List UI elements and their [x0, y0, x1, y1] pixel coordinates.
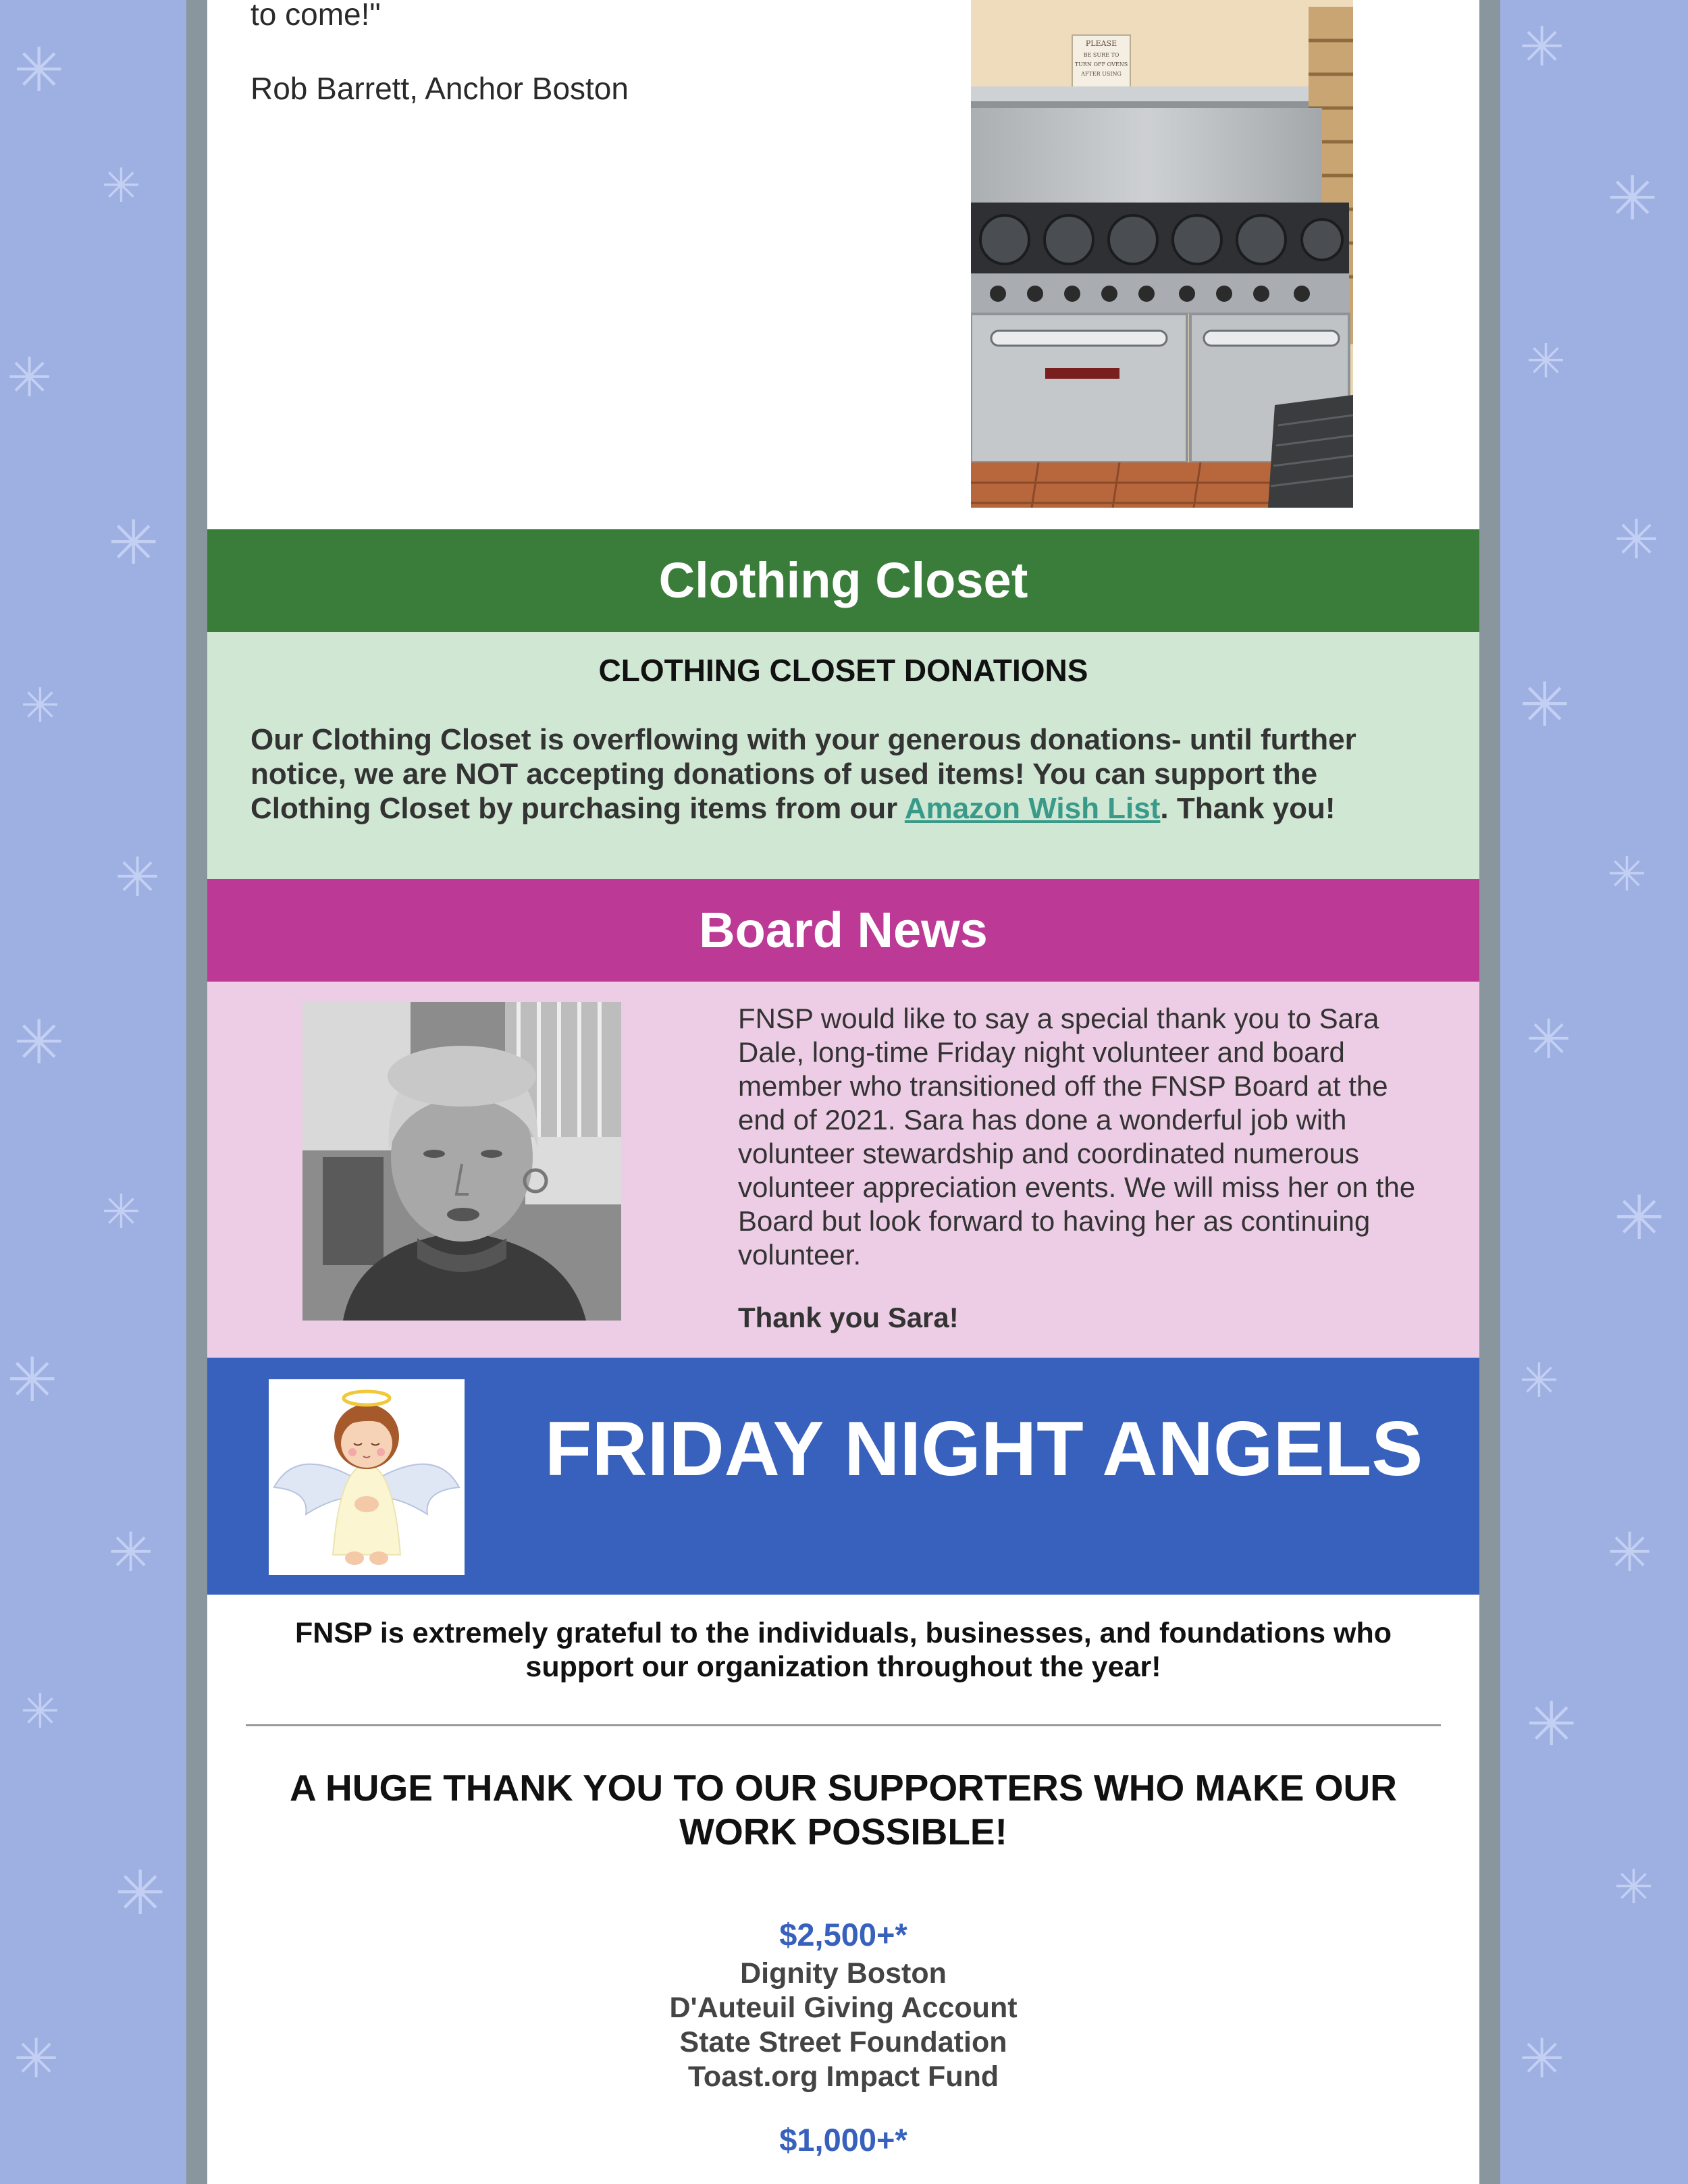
sparkle-icon: ✳: [1607, 1521, 1653, 1584]
sparkle-icon: ✳: [1519, 2027, 1565, 2090]
section-divider: [246, 1724, 1441, 1726]
sparkle-icon: ✳: [1519, 670, 1571, 741]
board-news-thanks: Thank you Sara!: [738, 1302, 959, 1333]
stove-sign-text: PLEASE: [1085, 39, 1117, 48]
clothing-closet-text-start: Our Clothing Closet is overflowing with your generous donations- until further notice, we are NOT accepting donations of used items! You can support the Clothing Closet by purchasing items from our: [250, 723, 1356, 825]
sparkle-icon: ✳: [1614, 1183, 1665, 1254]
stove-sign-text: TURN OFF OVENS: [1074, 61, 1128, 68]
sparkle-icon: ✳: [115, 1858, 166, 1929]
clothing-closet-subtitle: CLOTHING CLOSET DONATIONS: [598, 653, 1088, 688]
donor-name: D'Auteuil Giving Account: [669, 1992, 1018, 2024]
quote-attribution: Rob Barrett, Anchor Boston: [250, 71, 629, 106]
board-news-section: [207, 982, 1479, 1358]
sparkle-icon: ✳: [115, 846, 161, 909]
angel-icon: [269, 1379, 465, 1575]
sparkle-icon: ✳: [1526, 1689, 1577, 1760]
donor-name: State Street Foundation: [679, 2026, 1007, 2058]
sparkle-icon: ✳: [14, 35, 65, 106]
supporters-headline: A HUGE THANK YOU TO OUR SUPPORTERS WHO MAKE OUR WORK POSSIBLE!: [290, 1767, 1397, 1853]
tier-amount-1000: $1,000+*: [779, 2122, 907, 2158]
sparkle-icon: ✳: [1607, 163, 1658, 234]
sparkle-icon: ✳: [101, 1184, 141, 1240]
sparkle-icon: ✳: [1607, 847, 1647, 902]
stove-sign-text: AFTER USING: [1081, 71, 1122, 77]
sparkle-icon: ✳: [1614, 1859, 1654, 1915]
sparkle-icon: ✳: [7, 346, 53, 409]
sparkle-icon: ✳: [20, 678, 60, 733]
sara-dale-photo: [302, 1002, 621, 1321]
board-news-text: FNSP would like to say a special thank you to Sara Dale, long-time Friday night volunteer and board member who transitioned off the FNSP Board at the end of 2021. Sara has done a wonderful job with volunteer stewardship and coordinated numerous volunteer appreciation events. We will miss her on the Board but look forward to having her as continuing volunteer.: [738, 1003, 1416, 1271]
sparkle-icon: ✳: [1526, 334, 1566, 389]
clothing-closet-header: Clothing Closet: [207, 529, 1479, 632]
friday-night-angels-title: FRIDAY NIGHT ANGELS: [544, 1406, 1423, 1492]
sparkle-icon: ✳: [14, 1007, 65, 1078]
kitchen-stove-photo: [971, 0, 1353, 508]
tier-amount-2500: $2,500+*: [779, 1917, 907, 1952]
friday-night-angels-banner: [207, 1358, 1479, 1595]
sparkle-icon: ✳: [1519, 1353, 1559, 1408]
clothing-closet-text-end: . Thank you!: [1160, 792, 1336, 825]
sparkle-icon: ✳: [14, 2027, 59, 2090]
sparkle-icon: ✳: [1519, 16, 1565, 78]
newsletter-content: [207, 0, 1479, 2184]
sparkle-icon: ✳: [7, 1345, 58, 1416]
sparkle-icon: ✳: [108, 1521, 154, 1584]
sparkle-icon: ✳: [1614, 508, 1660, 571]
donor-name: Toast.org Impact Fund: [687, 2060, 999, 2093]
donor-name: Dignity Boston: [740, 1957, 947, 1990]
sparkle-icon: ✳: [20, 1684, 60, 1739]
board-news-header: Board News: [207, 879, 1479, 982]
angels-intro-text: FNSP is extremely grateful to the individuals, businesses, and foundations who support our organization throughout the year!: [295, 1617, 1392, 1683]
stove-sign-text: BE SURE TO: [1083, 52, 1119, 58]
sparkle-icon: ✳: [108, 508, 159, 579]
tier-donor-list: [207, 1956, 1479, 2094]
quote-tail: to come!": [250, 0, 381, 32]
clothing-closet-section: [207, 632, 1479, 879]
sparkle-icon: ✳: [1526, 1008, 1572, 1071]
amazon-wish-list-link[interactable]: Amazon Wish List: [904, 792, 1161, 825]
clothing-closet-text: [250, 722, 1412, 826]
sparkle-icon: ✳: [101, 158, 141, 213]
